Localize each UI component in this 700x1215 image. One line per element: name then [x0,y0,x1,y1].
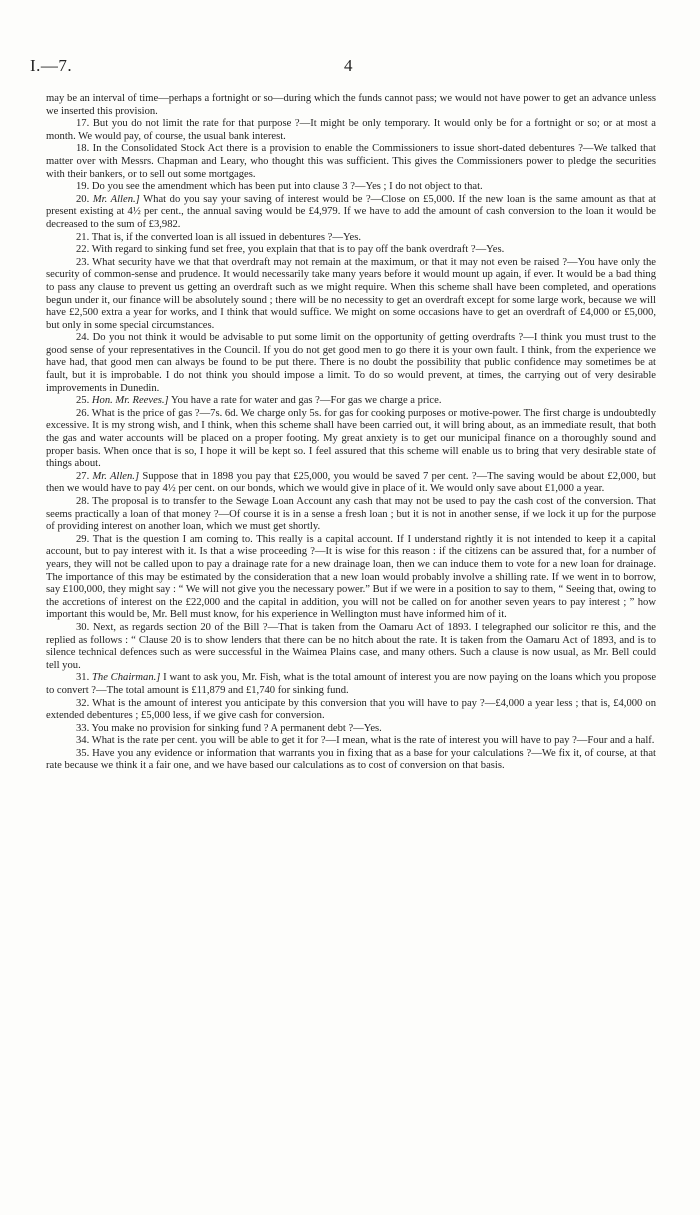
speaker-name: Mr. Allen.] [92,193,140,205]
paragraph [46,672,656,697]
paragraph: 30. Next, as regards section 20 of the Bill ?—That is taken from the Oamaru Act of 1893. I telegraphed our solicitor re this, and the replied as follows : “ Clause 20 is to show lenders that there can be no hitch about the rate. It is taken from the Oamaru Act of 1893, and is to silence technical defences such as were successful in the Waimea Plains case, and many others. Such a clause is now usual, as Mr. Bell could tell you. [46,621,656,671]
paragraph: 29. That is the question I am coming to. This really is a capital account. If I understand rightly it is not intended to keep it a capital account, but to pay interest with it. Is that a wise proceeding ?—It is wise for this reason : if the citizens can be assured that, for a number of years, they will not be called upon to pay a drainage rate for a new drainage loan, then we can induce them to vote for a new loan for drainage. The importance of this may be estimated by the consideration that a new loan would probably involve a shilling rate. If we went in to borrow, say £100,000, they might say : “ We will not give you the necessary power.” But if we were in a position to say to them, “ Seeing that, owing to the accretions of interest on the £22,000 and the capital in addition, you will not be called on for another seven years to pay interest ; ” how important this would be, Mr. Bell must know, for his experience in Wellington must have informed him of it. [46,533,656,621]
page-number: 4 [344,56,353,75]
question-number: 27. [76,470,93,482]
evidence-body [46,93,656,773]
paragraph: 17. But you do not limit the rate for that purpose ?—It might be only temporary. It would only be for a fortnight or so; or at most a month. We would pay, of course, the usual bank interest. [46,118,656,142]
paragraph-text: What do you say your saving of interest would be ?—Close on £5,000. If the new loan is the same amount as that at present existing at 4½ per cent., the annual saving would be £4,979. If we have to add the amount of cash conversion to the loan it would be decreased to the sum of £3,982. [46,193,656,230]
paragraph-text: You have a rate for water and gas ?—For gas we charge a price. [168,395,442,407]
paragraph: 32. What is the amount of interest you anticipate by this conversion that you will have to pay ?—£4,000 a year less ; that is, £4,000 on extended debentures ; £5,000 less, if we give cash for conversion. [46,697,656,722]
paragraph [46,471,656,496]
speaker-name: The Chairman.] [92,672,161,684]
paragraph: 26. What is the price of gas ?—7s. 6d. We charge only 5s. for gas for cooking purposes or motive-power. The first charge is undoubtedly excessive. It is my strong wish, and I think, when this scheme shall have been carried out, it will bring about, as an immediate result, that both the gas and water accounts will be placed on a proper footing. My great anxiety is to get our municipal finance on a thoroughly sound and proper basis. When once that is so, I hope it will be kept so. I feel assured that this scheme will enable us to bring that very desirable state of things about. [46,407,656,470]
paragraph: 24. Do you not think it would be advisable to put some limit on the opportunity of getting overdrafts ?—I think you must trust to the good sense of your representatives in the Council. If you do not get good men to go there it is your own fault. I think, from the experience we have had, that good men can always be found to be put there. There is no doubt the possibility that public confidence may sometimes be at fault, but it is improbable. I do not think you should impose a limit. To do so would prevent, at times, the carrying out of very desirable improvements in Dunedin. [46,332,656,394]
speaker-name: Hon. Mr. Reeves.] [91,395,169,407]
paragraph-text: I want to ask you, Mr. Fish, what is the total amount of interest you are now paying on the loans which you propose to convert ?—The total amount is £11,879 and £1,740 for sinking fund. [46,672,657,696]
paragraph: 33. You make no provision for sinking fund ? A permanent debt ?—Yes. [76,722,382,734]
paragraph: 19. Do you see the amendment which has been put into clause 3 ?—Yes ; I do not object to that. [76,181,483,193]
paragraph: may be an interval of time—perhaps a fortnight or so—during which the funds cannot pass; we would not have power to get an advance unless we inserted this provision. [46,93,656,117]
paragraph: 34. What is the rate per cent. you will be able to get it for ?—I mean, what is the rate of interest you will have to pay ?—Four and a half. [76,735,655,747]
paragraph: 35. Have you any evidence or information that warrants you in fixing that as a base for your calculations ?—We fix it, of course, at that rate because we think it a fair one, and we have based our calculations as to cost of conversion on that basis. [46,747,656,772]
paragraph: 21. That is, if the converted loan is all issued in debentures ?—Yes. [76,231,362,243]
question-number: 20. [76,193,93,205]
paragraph: 22. With regard to sinking fund set free, you explain that that is to pay off the bank overdraft ?—Yes. [76,244,505,256]
speaker-name: Mr. Allen.] [92,470,140,482]
paragraph: 28. The proposal is to transfer to the Sewage Loan Account any cash that may not be used to pay the cash cost of the conversion. That seems practically a loan of that money ?—Of course it is in a sense a fresh loan ; but it is not in another sense, if we lock it up for the purpose of providing interest on another loan, which we must get shortly. [46,496,656,533]
paragraph: 23. What security have we that that overdraft may not remain at the maximum, or that it may not even be raised ?—You have only the security of common-sense and prudence. It would necessarily take many years before it would mount up again, if ever. It would be a bad thing to pass any clause to prevent us getting an overdraft such as we might require. When this scheme shall have been completed, and operations begun under it, our finance will be absolutely sound ; there will be no necessity to get an overdraft except for some large work, because we will have £2,500 extra a year for works, and I think that would suffice. We might on some occasions have to get an overdraft of £4,000 or £5,000, but only in some special circumstances. [46,256,656,331]
document-reference: I.—7. [30,56,73,75]
question-number: 31. [76,672,93,684]
paragraph-text: Suppose that in 1898 you pay that £25,000, you would be saved 7 per cent. ?—The saving would be about £2,000, but then we would have to pay 4½ per cent. on our bonds, which we would give in place of it. We would only save about £1,000 a year. [46,470,656,495]
paragraph: 18. In the Consolidated Stock Act there is a provision to enable the Commissioners to issue short-dated debentures ?—We talked that matter over with Messrs. Chapman and Leary, who thought this was sufficient. This gives the Commissioners power to pledge the securities with their bankers, or to sell out some mortgages. [46,143,656,180]
paragraph [46,395,656,408]
paragraph [46,194,656,232]
question-number: 25. [76,395,92,407]
